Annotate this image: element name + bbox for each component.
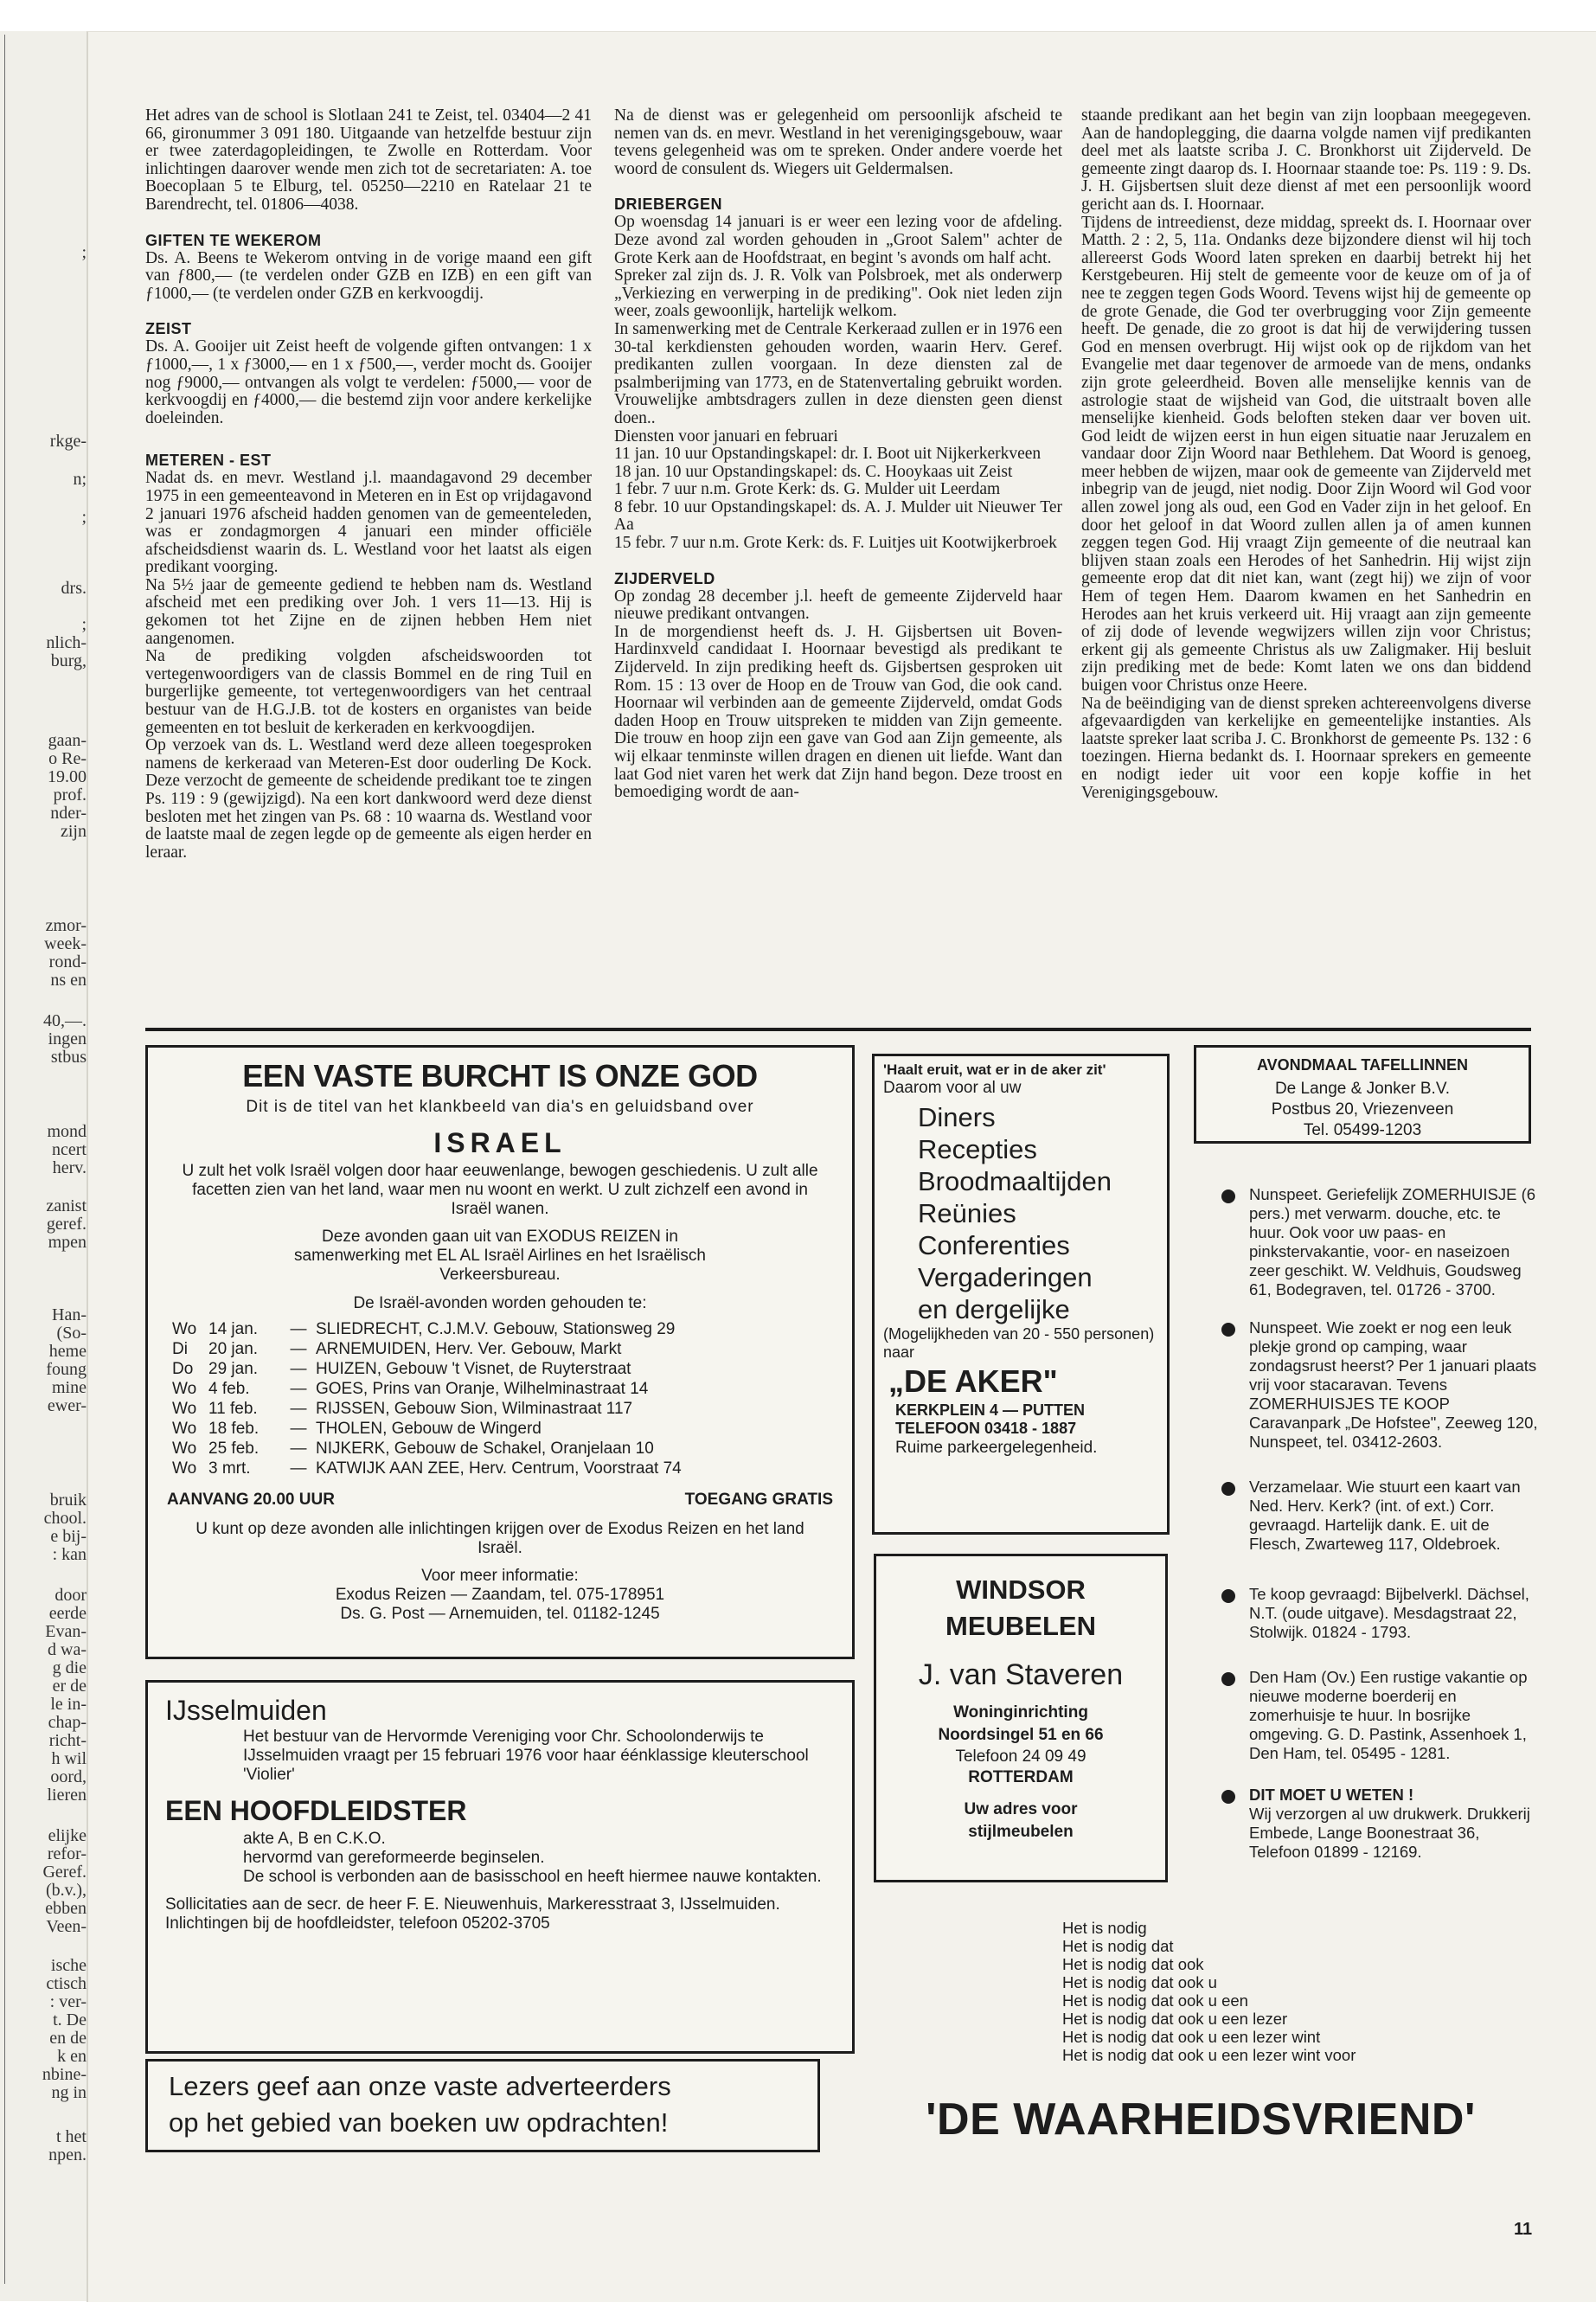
israel-title: ISRAEL <box>433 1127 567 1158</box>
meteren-paragraph: Op verzoek van ds. L. Westland werd deze alleen toegesproken namens de kerkeraad van Meteren-Est door ouderling De Kock. Deze verzocht de gemeente de scheidende predikant toe te zingen Ps. 119 : 9 (gewijzigd). Na een kort dankwoord werd deze dienst besloten met het zingen van Ps. 68 : 10 waarna ds. Westland voor de laatste maal de zegen legde op de gemeente als eigen herder en leraar. <box>145 736 592 862</box>
margin-stub: gaan- o Re- 19.00 prof. nder- zijn <box>48 732 87 841</box>
ad-sub: Daarom voor al uw <box>883 1079 1022 1097</box>
ad-line: Het is nodig dat ook u een <box>1062 1991 1248 2010</box>
ad-start-time: AANVANG 20.00 UUR <box>167 1491 335 1509</box>
margin-stub: t het npen. <box>48 2128 87 2164</box>
margin-stub: elijke refor- Geref. (b.v.), ebben Veen- <box>42 1827 87 1936</box>
section-heading-driebergen: DRIEBERGEN <box>614 196 723 214</box>
wekerom-paragraph: Ds. A. Beens te Wekerom ontving in de vorige maand een gift van ƒ800,— (te verdelen onder GZB en IZB) en een gift van ƒ1000,— (te verdelen onder GZB en kerkvoogdij. <box>145 248 592 303</box>
ad-subtitle: Dit is de titel van het klankbeeld van dia's en geluidsband over <box>246 1098 754 1116</box>
aker-services-list <box>883 1101 1158 1325</box>
margin-stub: 40,—. ingen stbus <box>43 1012 87 1067</box>
classified-ad: Den Ham (Ov.) Een rustige vakantie op nieuwe moderne boerderij en zomerhuisje te huur. In bosrijke omgeving. G. D. Pastink, Assenhoek 1, Den Ham, tel. 05495 - 1281. <box>1220 1668 1540 1763</box>
ad-line: Het is nodig dat <box>1062 1937 1174 1955</box>
ad-city: ROTTERDAM <box>968 1768 1074 1786</box>
ad-quote: 'Haalt eruit, wat er in de aker zit' <box>883 1061 1106 1078</box>
ad-owner: J. van Staveren <box>918 1658 1124 1691</box>
service-item: Recepties <box>918 1134 1037 1164</box>
ad-line: Postbus 20, Vriezenveen <box>1271 1100 1454 1119</box>
driebergen-paragraph: In samenwerking met de Centrale Kerkeraad zullen er in 1976 een 30-tal kerkdiensten gehouden worden, waarin Herv. Geref. predikanten zullen voorgaan. In deze diensten zal de psalmberijming van 1773, en de Statenvertaling gebruikt worden. Vrouwelijke ambtsdragers zullen in deze diensten geen dienst doen.. <box>614 319 1062 427</box>
evening-date-row: Wo 18 feb. — THOLEN, Gebouw de Wingerd <box>172 1420 542 1438</box>
school-paragraph: Het adres van de school is Slotlaan 241 te Zeist, tel. 03404—2 41 66, gironummer 3 091 180. Uitgaande van hetzelfde bestuur zijn er twee zaterdagopleidingen, te Zwolle en Rotterdam. Voor inlichtingen daarover wende men zich tot de secretariaten: A. toe Boecoplaan 5 te Elburg, tel. 05250—2210 en Ratelaar 21 te Barendrecht, tel. 01806—4038. <box>145 107 592 214</box>
bullet-icon <box>1221 1189 1235 1203</box>
ad-phone: Telefoon 24 09 49 <box>955 1747 1086 1766</box>
section-divider <box>145 1028 1531 1031</box>
ad-line: Het is nodig dat ook u <box>1062 1973 1217 1991</box>
ad-line: Het is nodig dat ook u een lezer wint <box>1062 2028 1321 2046</box>
farewell-paragraph: Na de dienst was er gelegenheid om persoonlijk afscheid te nemen van ds. en mevr. Westland in het verenigingsgebouw, waar tevens gelegenheid was om te spreken. Onder andere voerde het woord de consulent ds. Wiegers uit Geldermalsen. <box>614 107 1062 178</box>
classified-ad: Verzamelaar. Wie stuurt een kaart van Ned. Herv. Kerk? (int. of ext.) Corr. gevraagd. Hartelijk dank. E. uit de Flesch, Zwarteweg 117, Oldebroek. <box>1220 1478 1540 1554</box>
evening-date-row: Wo 3 mrt. — KATWIJK AAN ZEE, Herv. Centrum, Voorstraat 74 <box>172 1459 682 1478</box>
bullet-icon <box>1221 1790 1235 1804</box>
service-item: Reünies <box>918 1198 1016 1228</box>
section-heading-zeist: ZEIST <box>145 320 192 338</box>
margin-stub: bruik chool. e bij- : kan <box>43 1491 87 1564</box>
ad-info-line: Exodus Reizen — Zaandam, tel. 075-178951 <box>335 1586 665 1604</box>
ad-held-at: De Israël-avonden worden gehouden te: <box>353 1294 647 1312</box>
evening-date-row: Wo 4 feb. — GOES, Prins van Oranje, Wilhelminastraat 14 <box>172 1380 649 1398</box>
zijderveld-continued-paragraph: Na de beëindiging van de dienst spreken achtereenvolgens diverse afgevaardigden van kerkelijke en gemeentelijke instanties. Als laatste spreker laat scriba J. C. Bronkhorst de gemeente Ps. 132 : 6 toezingen. Hierna bedankt ds. I. Hoornaar sprekers en gemeente en nodigt ieder uit voor een kopje koffie in het Verenigingsgebouw. <box>1081 694 1531 802</box>
margin-stub: door eerde Evan- d wa- g die er de le in- chap- richt- h wil oord, lieren <box>45 1587 87 1805</box>
margin-stub: zanist geref. mpen <box>46 1197 87 1252</box>
ad-line: De Lange & Jonker B.V. <box>1274 1080 1451 1098</box>
ad-text: Het bestuur van de Hervormde Vereniging voor Chr. Schoolonderwijs te IJsselmuiden vraagt per 15 februari 1976 voor haar éénklassige kleuterschool 'Violier' <box>243 1728 809 1784</box>
margin-stub: rkge- <box>49 433 87 451</box>
service-schedule-item: 15 febr. 7 uur n.m. Grote Kerk: ds. F. Luitjes uit Kootwijkerbroek <box>614 534 1057 553</box>
bullet-icon <box>1221 1323 1235 1337</box>
ad-title: AVONDMAAL TAFELLINNEN <box>1257 1056 1468 1074</box>
ad-capacity: (Mogelijkheden van 20 - 550 personen) naar <box>883 1325 1155 1361</box>
meteren-paragraph: Nadat ds. en mevr. Westland j.l. maandagavond 29 december 1975 in een gemeenteavond in Meteren en in Est op vrijdagavond 2 januari 1976 afscheid hadden genomen van de gemeenteleden, was er zondagmorgen 4 januari een minder officiële afscheidsdienst waarin ds. L. Westland voor het laatst als eigen predikant voorging. <box>145 469 592 577</box>
classified-ad: Nunspeet. Geriefelijk ZOMERHUISJE (6 pers.) met verwarm. douche, etc. te huur. Ook voor uw paas- en pinkstervakantie, voor- en naseizoen zeer geschikt. W. Veldhuis, Goudsweg 61, Bodegraven, tel. 01726 - 3700. <box>1220 1185 1540 1299</box>
ad-address: KERKPLEIN 4 — PUTTEN <box>895 1401 1086 1419</box>
ad-title: 'DE WAARHEIDSVRIEND' <box>926 2094 1476 2145</box>
ad-line: Het is nodig dat ook u een lezer <box>1062 2010 1288 2028</box>
gutter-line <box>4 35 5 2284</box>
meteren-paragraph: Na de prediking volgden afscheidswoorden tot vertegenwoordigers van de classis Bommel en de ring Tuil en burgerlijke gemeente, tot vertegenwoordigers van het centraal bestuur van de H.G.J.B. tot de kosters en organistes van beide gemeenten en tot besluit de kerkeraden en kerkvoogdijen. <box>145 647 592 737</box>
ad-place: IJsselmuiden <box>165 1695 327 1726</box>
margin-stub: zmor- week- rond- ns en <box>44 917 87 990</box>
ad-times <box>162 1491 838 1510</box>
ad-address: Noordsingel 51 en 66 <box>938 1726 1104 1744</box>
service-item: Broodmaaltijden <box>918 1166 1112 1196</box>
service-schedule-item: 11 jan. 10 uur Opstandingskapel: dr. I. Boot uit Nijkerkerkveen <box>614 445 1042 464</box>
service-schedule-item: 18 jan. 10 uur Opstandingskapel: ds. C. Hooykaas uit Zeist <box>614 462 1013 481</box>
margin-stub: ; nlich- burg, <box>46 616 87 670</box>
margin-stub: Han- (So- heme foung mine ewer- <box>46 1306 87 1415</box>
ad-order: U kunt op deze avonden alle inlichtingen krijgen over de Exodus Reizen en het land Israël. <box>195 1520 804 1557</box>
ad-headline: EEN VASTE BURCHT IS ONZE GOD <box>242 1058 758 1093</box>
ad-phone: TELEFOON 03418 - 1887 <box>895 1420 1077 1437</box>
ad-entry: TOEGANG GRATIS <box>684 1491 833 1509</box>
waarheidsvriend-ad <box>872 1919 1529 2178</box>
classified-ad: Nunspeet. Wie zoekt er nog een leuk plekje grond op camping, waar zondagsrust heerst? Per 1 januari plaats vrij voor stacaravan. Tevens ZOMERHUISJES TE KOOP Caravanpark „De Hofstee", Zeeweg 120, Nunspeet, tel. 03412-2603. <box>1220 1318 1540 1452</box>
avondmaal-linen-ad <box>1194 1045 1531 1144</box>
zijderveld-continued-paragraph: Tijdens de intreedienst, deze middag, spreekt ds. I. Hoornaar over Matth. 2 : 2, 5, 11a. Ondanks deze bijzondere dienst wil hij toch allereerst Gods Woord laten spreken en daarbij betrekt hij het Kerstgebeuren. Hij stelt de gemeente voor de keuze om of ja of nee te zeggen tegen Gods Woord. Tevens wijst hij de gemeente op de grote Genade, die God ter overbrugging voor Zijn gemeente heeft. De genade, die zo groot is dat hij de verwijdering tussen God en mensen overbrugt. Hij wijst ook op de rijkdom van het Evangelie met daar tegenover de armoede van de mens, ondanks zijn grote geleerdheid. Boven alle menselijke kennis van de astrologie staat de wijsheid van God, die uitstraalt boven alle menselijke kienheid. Gods beloften steken daar ver boven uit. God leidt de wijzen eerst in hun eigen situatie naar Jeruzalem en vandaar door Zijn Woord naar Bethlehem. Dat Woord is genoeg, meer hebben de wijzen, maar ook de gemeente van Zijderveld met inbegrip van de jeugd, niet nodig. Door Zijn Woord wil God voor allen zowel jong als oud, een God en Vader zijn in het geloof. En door het geloof in dat Woord zullen allen ja of amen kunnen zeggen tegen God. Hij vraagt Zijn gemeente of die neutraal kan blijven staan zoals een Herodes of het Sanhedrin. Hij wijst zijn gemeente erop dat dit niet kan, want (zegt hij) we zijn of voor Hem of tegen Hem. Daarom kwamen en het Sanhedrin en Herodes aan het kruis verkeerd uit. Hij vraagt aan zijn gemeente of zij dode of levende wegwijzers willen zijn voor Christus; erkent gij als gemeente Christus als uw Zaligmaker. Hij besluit zijn prediking met de bede: Komt laten we ons dan biddend buigen voor Christus onze Heere. <box>1081 213 1531 695</box>
ad-headline: EEN HOOFDLEIDSTER <box>165 1795 467 1826</box>
bullet-icon <box>1221 1672 1235 1686</box>
driebergen-paragraph: Spreker zal zijn ds. J. R. Volk van Polsbroek, met als onderwerp „Verkiezing en verwerping in de prediking". Ook niet leden zijn weer, zoals gewoonlijk, hartelijk welkom. <box>614 266 1062 321</box>
ad-intro: U zult het volk Israël volgen door haar eeuwenlange, bewogen geschiedenis. U zult alle facetten zien van het land, waar men nu woont en werkt. U zult zichzelf een avond in Israël wanen. <box>182 1162 818 1218</box>
driebergen-paragraph: Diensten voor januari en februari <box>614 426 838 446</box>
ad-line: Het is nodig dat ook u een lezer wint voor <box>1062 2046 1356 2064</box>
zijderveld-paragraph: In de morgendienst heeft ds. J. H. Gijsbertsen uit Boven-Hardinxveld candidaat I. Hoornaar bevestigd als predikant te Zijderveld. In zijn prediking heeft ds. Gijsbertsen gesproken uit Rom. 15 : 13 over de Hoop en de Trouw van God, die ook cand. Hoornaar wil verbinden aan de gemeente Zijderveld, omdat Gods daden Hoop en Trouw uitspreken te midden van Zijn gemeente. Die trouw en hoop zijn een gave van God aan Zijn gemeente, als wij elkaar tenminste willen dragen en dienen uit liefde. Want dan laat God niet varen het werk dat Zijn hand begon. Deze troost en bemoediging wordt de aan- <box>614 622 1062 802</box>
ad-parking: Ruime parkeergelegenheid. <box>895 1439 1098 1457</box>
nodig-lines <box>1062 1919 1356 2064</box>
service-item: en dergelijke <box>918 1294 1070 1324</box>
ad-line: Tel. 05499-1203 <box>1303 1121 1422 1139</box>
page-number: 11 <box>1514 2220 1533 2239</box>
evening-date-row: Wo 11 feb. — RIJSSEN, Gebouw Sion, Wilminastraat 117 <box>172 1400 633 1418</box>
article-column-3 <box>1081 107 1531 1024</box>
margin-stub: ; <box>81 509 87 527</box>
ad-requirements: akte A, B en C.K.O. hervormd van gereformeerde beginselen. De school is verbonden aan de basisschool en heeft hiermee nauwe kontakten. <box>243 1830 822 1886</box>
section-heading-wekerom: GIFTEN TE WEKEROM <box>145 231 322 249</box>
service-schedule-item: 1 febr. 7 uur n.m. Grote Kerk: ds. G. Mulder uit Leerdam <box>614 480 1001 499</box>
ad-brand: WINDSOR MEUBELEN <box>945 1574 1096 1641</box>
evening-date-row: Wo 25 feb. — NIJKERK, Gebouw de Schakel, Oranjelaan 10 <box>172 1440 654 1458</box>
margin-stub: mond ncert herv. <box>47 1123 87 1177</box>
margin-stub: n; <box>73 471 87 489</box>
israel-evenings-ad <box>145 1045 855 1659</box>
section-heading-zijderveld: ZIJDERVELD <box>614 569 715 587</box>
service-item: Vergaderingen <box>918 1262 1093 1292</box>
evening-date-row: Wo 14 jan. — SLIEDRECHT, C.J.M.V. Gebouw, Stationsweg 29 <box>172 1320 676 1338</box>
evening-date-row: Di 20 jan. — ARNEMUIDEN, Herv. Ver. Gebouw, Markt <box>172 1340 622 1358</box>
readers-appeal-ad <box>145 2059 820 2152</box>
driebergen-paragraph: Op woensdag 14 januari is er weer een lezing voor de afdeling. Deze avond zal worden gehouden in „Groot Salem" achter de Grote Kerk aan de Hoofdstraat, en begint 's avonds om half acht. <box>614 213 1062 267</box>
de-aker-ad <box>872 1054 1170 1535</box>
article-column-1 <box>145 107 592 1024</box>
article-column-2 <box>614 107 1062 1024</box>
service-item: Conferenties <box>918 1230 1070 1260</box>
ad-info-line: Ds. G. Post — Arnemuiden, tel. 01182-1245 <box>340 1605 660 1623</box>
ad-venue-name: „DE AKER" <box>888 1363 1058 1399</box>
service-schedule-item: 8 febr. 10 uur Opstandingskapel: ds. A. J. Mulder uit Nieuwer Ter Aa <box>614 497 1062 535</box>
section-heading-meteren: METEREN - EST <box>145 452 272 470</box>
classified-ad: DIT MOET U WETEN ! Wij verzorgen al uw drukwerk. Drukkerij Embede, Lange Boonestraat 36, Telefoon 01899 - 12169. <box>1220 1786 1540 1862</box>
zijderveld-continued-paragraph: staande predikant aan het begin van zijn loopbaan meegegeven. Aan de handoplegging, die daarna volgde namen vijf predikanten deel met als laatste scriba J. C. Bronkhorst uit Zijderveld. De gemeente zingt daarop ds. I. Hoornaar staande toe: Ps. 119 : 9. Ds. J. H. Gijsbertsen sluit deze dienst af met een persoonlijk woord gericht aan ds. I. Hoornaar. <box>1081 107 1531 214</box>
classified-ad: Te koop gevraagd: Bijbelverkl. Dächsel, N.T. (oude uitgave). Mesdagstraat 22, Stolwijk. 01824 - 1793. <box>1220 1585 1540 1642</box>
ad-info-head: Voor meer informatie: <box>421 1567 579 1585</box>
ad-contact: Inlichtingen bij de hoofdleidster, telefoon 05202-3705 <box>165 1914 550 1933</box>
bullet-icon <box>1221 1589 1235 1603</box>
ad-partner: Deze avonden gaan uit van EXODUS REIZEN in samenwerking met EL AL Israël Airlines en het Israëlisch Verkeersbureau. <box>294 1228 706 1284</box>
ad-line: op het gebied van boeken uw opdrachten! <box>169 2107 669 2138</box>
windsor-furniture-ad <box>874 1554 1168 1882</box>
margin-stub: drs. <box>61 580 87 598</box>
ijsselmuiden-vacancy-ad <box>145 1680 855 2054</box>
zijderveld-paragraph: Op zondag 28 december j.l. heeft de gemeente Zijderveld haar nieuwe predikant ontvangen. <box>614 587 1062 624</box>
ad-line: Het is nodig <box>1062 1919 1147 1937</box>
service-item: Diners <box>918 1102 996 1132</box>
zeist-paragraph: Ds. A. Gooijer uit Zeist heeft de volgende giften ontvangen: 1 x ƒ1000,—, 1 x ƒ3000,— en 1 x ƒ500,—, verder mocht ds. Gooijer nog ƒ9000,— ontvangen als volgt te verdelen: ƒ5000,— voor de kerkvoogdij en ƒ4000,— die bestemd zijn voor andere kerkelijke doeleinden. <box>145 337 592 427</box>
ad-tagline: Uw adres voor stijlmeubelen <box>964 1800 1078 1841</box>
ad-contact: Sollicitaties aan de secr. de heer F. E. Nieuwenhuis, Markeresstraat 3, IJsselmuiden. <box>165 1895 780 1914</box>
classifieds-column <box>1220 1185 1540 1862</box>
bullet-icon <box>1221 1482 1235 1496</box>
meteren-paragraph: Na 5½ jaar de gemeente gediend te hebben nam ds. Westland afscheid met een prediking over Joh. 1 vers 11—13. Hij is gekomen tot het Zijne en de zijnen hebben Hem niet aangenomen. <box>145 575 592 648</box>
evening-date-row: Do 29 jan. — HUIZEN, Gebouw 't Visnet, de Ruyterstraat <box>172 1360 631 1378</box>
ad-line: Het is nodig dat ook <box>1062 1955 1204 1973</box>
ad-line: Woninginrichting <box>953 1703 1088 1722</box>
margin-stub: ische ctisch : ver- t. De en de k en nbine- ng in <box>42 1957 87 2102</box>
margin-stub: ; <box>81 244 87 262</box>
israel-dates-list <box>162 1319 838 1478</box>
ad-line: Lezers geef aan onze vaste adverteerders <box>169 2071 671 2101</box>
